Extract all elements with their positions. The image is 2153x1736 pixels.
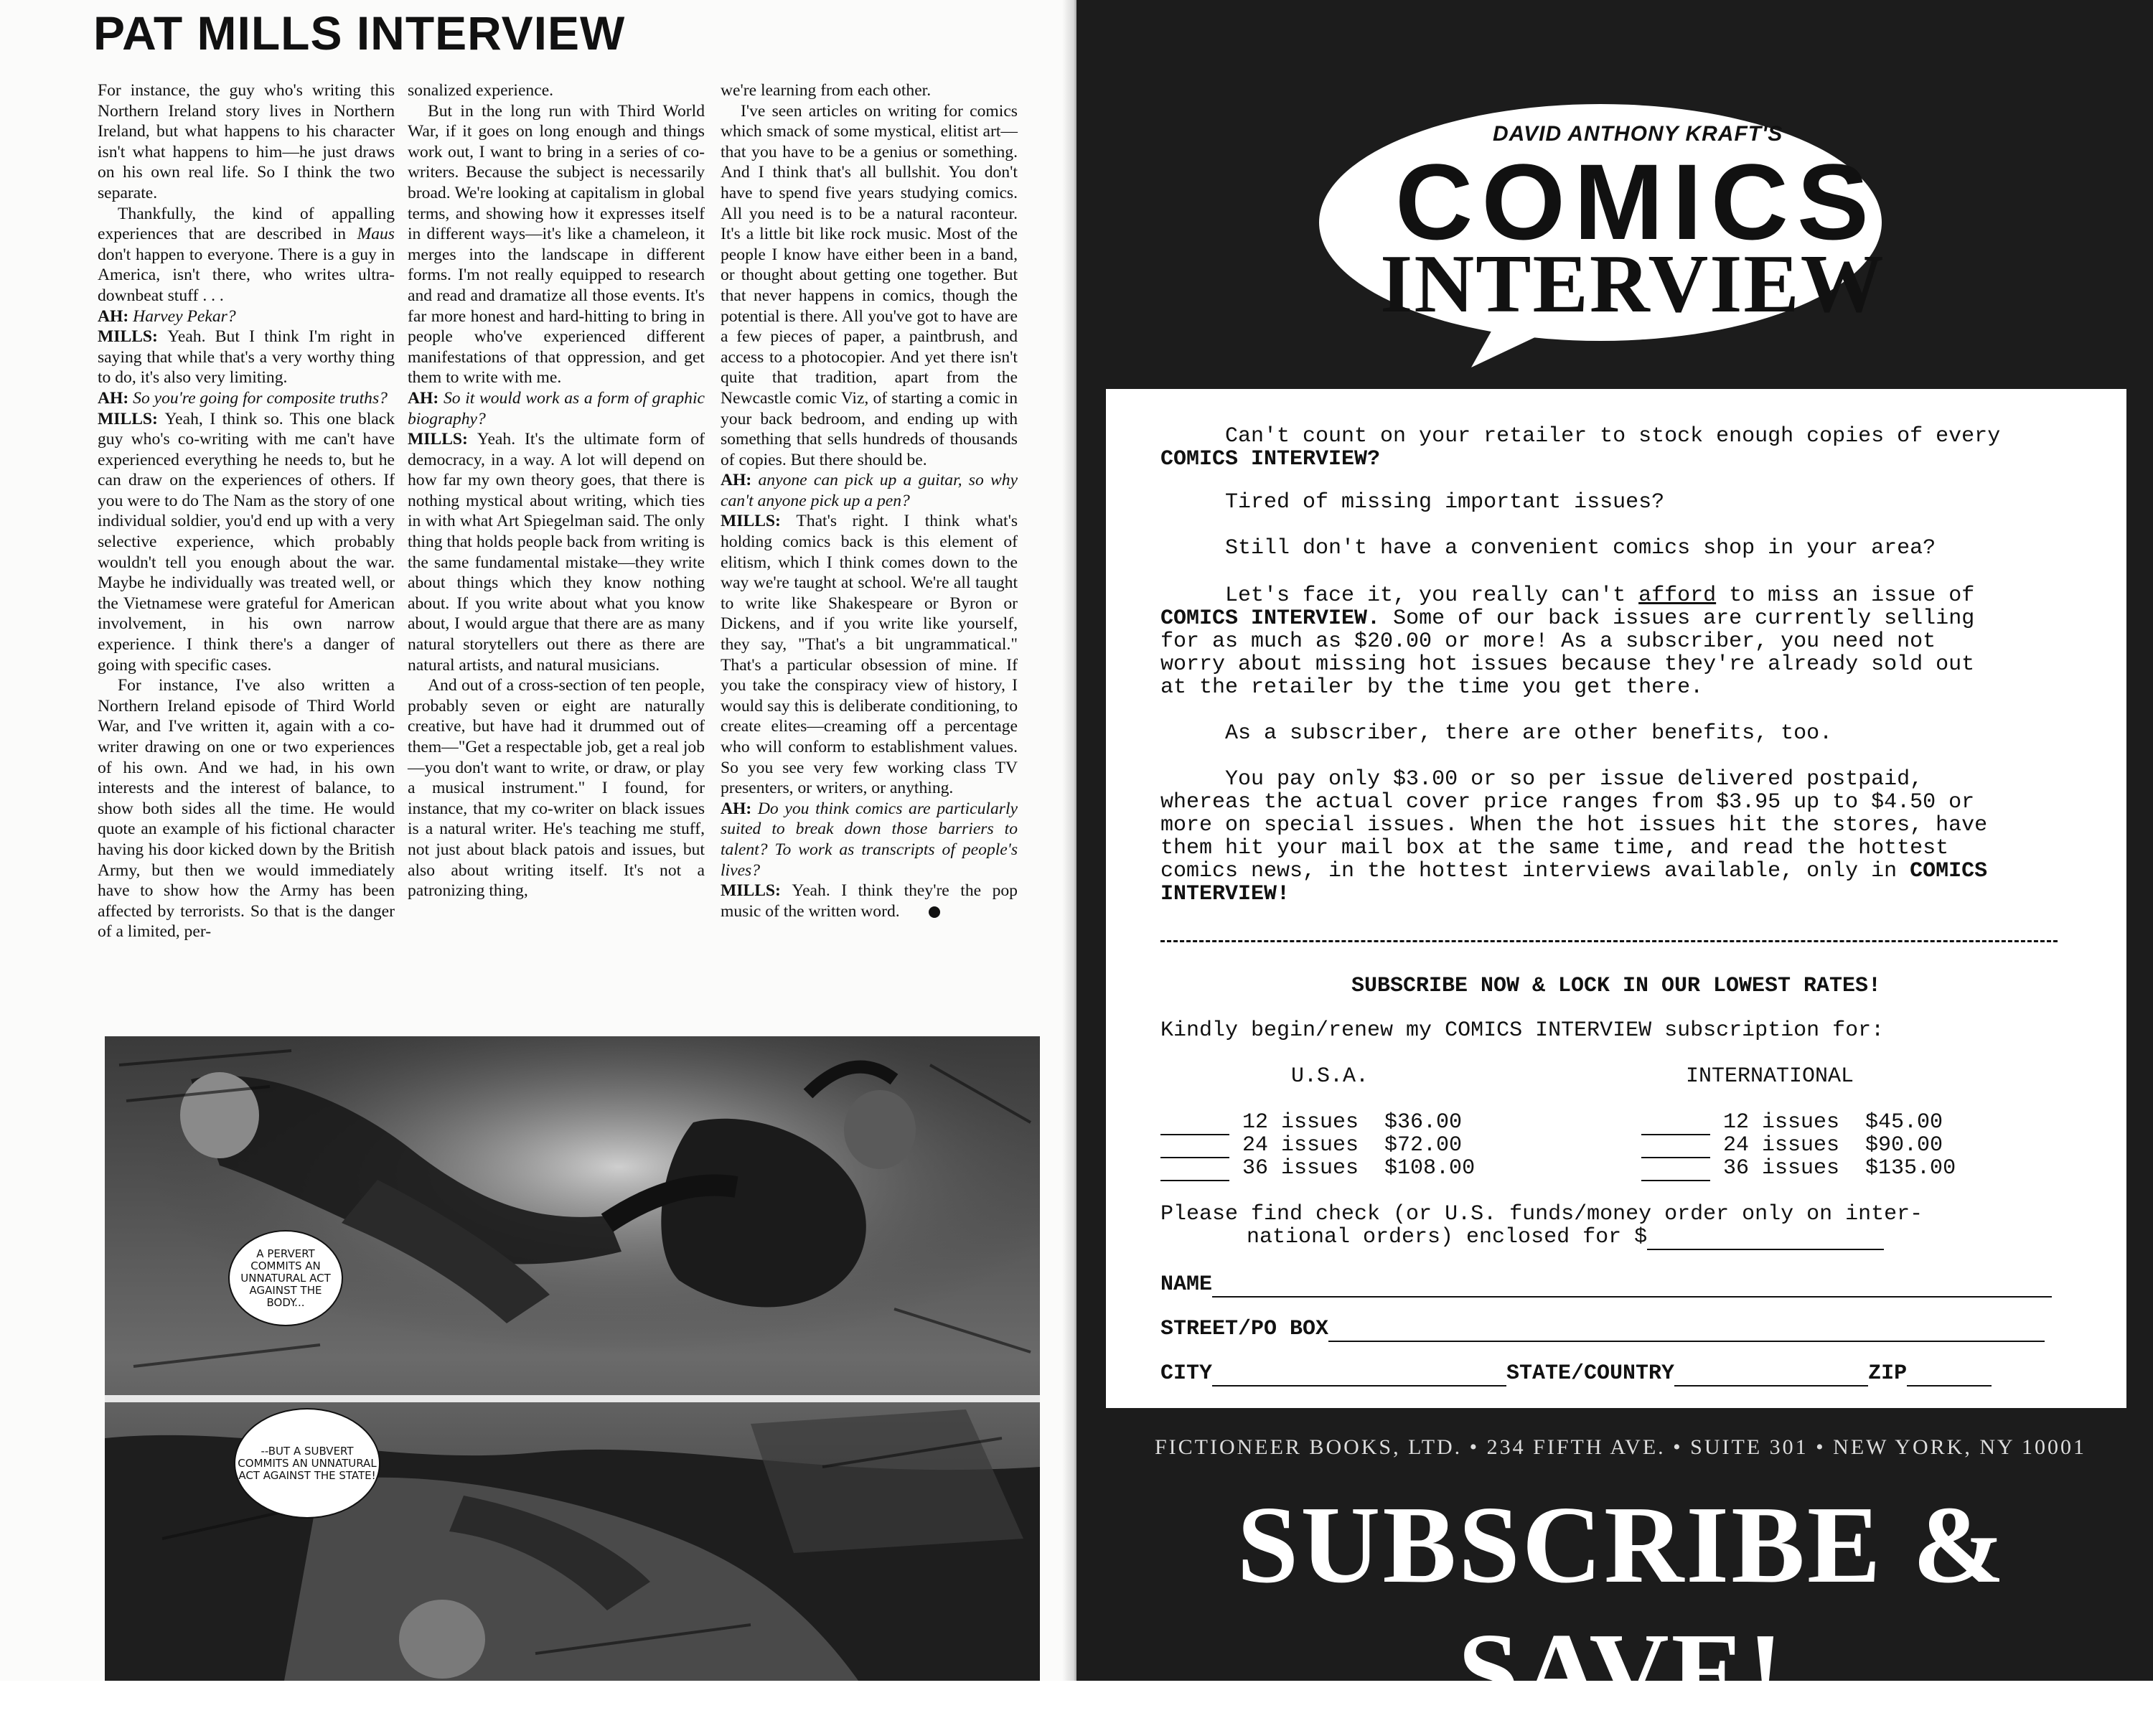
paragraph: I've seen articles on writing for comics which smack of some mystical, elitist art—that you have to be a genius or something. And I think that's all bullshit. You don't have to spend five years studying comics. All you need is to be a natural raconteur. It's a little bit like rock music. Most of the people I know have either been in a band, or thought about getting one together. But that never happens in comics, though the potential is there. All you've got to have are a few pieces of paper, a paintbrush, and access to a photocopier. And yet there isn't quite that tradition, apart from the Newcastle comic Viz, of starting a comic in your back bedroom, and ending up with something that sells hundreds of thousands of copies. But there should be. [721,101,1018,469]
subscription-form [1106,389,2126,1408]
pay-line-1: You pay only $3.00 or so per issue delivered postpaid, [1160,767,1923,792]
rate-checkbox-line[interactable] [1641,1157,1710,1181]
rate-option: 12 issues $36.00 [1160,1111,1462,1135]
speaker-label: AH: [98,388,133,408]
back-issues-line: COMICS INTERVIEW. Some of our back issues are currently selling [1160,606,1975,631]
afford-line: Let's face it, you really can't afford to miss an issue of [1160,583,1975,608]
interviewee-answer: MILLS: Yeah. But I think I'm right in saying that while that's a very worthy thing to do, it's also very limiting. [98,327,395,388]
rate-option: 24 issues $72.00 [1160,1134,1462,1158]
rate-checkbox-line[interactable] [1160,1157,1229,1181]
rate-checkbox-line[interactable] [1641,1134,1710,1158]
page-title: PAT MILLS INTERVIEW [93,6,626,60]
city-row: CITY STATE/COUNTRY ZIP [1160,1362,1992,1387]
shop-line: Still don't have a convenient comics shop in your area? [1160,536,1936,560]
speaker-label: AH: [721,471,759,490]
amount-field[interactable] [1647,1226,1884,1250]
speaker-label: AH: [98,306,133,326]
rate-option: 24 issues $90.00 [1641,1134,1943,1158]
interviewer-question: AH: So you're going for composite truths? [98,388,388,408]
logo-interview-wordmark: INTERVIEW [1380,238,1885,330]
subscribe-banner: SUBSCRIBE & SAVE! [1237,1484,2007,1733]
check-line-2: national orders) enclosed for $ [1247,1226,1884,1250]
speaker-label: AH: [721,799,758,818]
pay-line-5: comics news, in the hottest interviews available, only in COMICS [1160,859,1988,883]
cut-line [1160,940,2058,942]
paragraph: But in the long run with Third World War, if it goes on long enough and things work out, I want to bring in a series of co-writers. Because the subject is necessarily broad. We're looking at capitalism in global terms, and showing how it expresses itself in different ways—it's like a chameleon, it merges into the landscape in different forms. I'm not really equipped to research and read and dramatize all those events. It's far more honest and hard-hitting to bring in people who've experienced different manifestations of that oppression, and get them to write with me. [408,101,705,388]
logo-comics-wordmark: COMICS [1395,141,1877,262]
text-column-1 [98,80,395,942]
interviewer-question: AH: Harvey Pekar? [98,306,236,326]
price-line: for as much as $20.00 or more! As a subscriber, you need not [1160,629,1936,654]
check-line-1: Please find check (or U.S. funds/money order only on inter- [1160,1202,1923,1226]
speaker-label: MILLS: [721,881,792,901]
speech-balloon-2: --BUT A SUBVERT COMMITS AN UNNATURAL ACT AGAINST THE STATE! [234,1408,380,1519]
paragraph: we're learning from each other. [721,81,932,100]
pay-line-4: them hit your mail box at the same time, and read the hottest [1160,836,1949,860]
tired-line: Tired of missing important issues? [1160,490,1665,515]
logo-byline: DAVID ANTHONY KRAFT'S [1493,122,1783,146]
speaker-label: MILLS: [721,512,797,531]
street-row: STREET/PO BOX [1160,1318,2045,1342]
rate-checkbox-line[interactable] [1160,1111,1229,1135]
interviewer-question: AH: Do you think comics are particularly suited to break down those barriers to talent? To work as transcripts of people's lives? [721,799,1018,880]
name-field[interactable] [1212,1273,2052,1298]
paragraph: For instance, the guy who's writing this Northern Ireland story lives in Northern Ireland, but what happens to his character isn't what happens to him—he just draws on his own real life. So I think the two separate. [98,81,395,202]
name-row: NAME [1160,1273,2052,1298]
pay-line-6: INTERVIEW! [1160,882,1290,906]
rates-heading: SUBSCRIBE NOW & LOCK IN OUR LOWEST RATES! [1351,974,1882,998]
benefits-line: As a subscriber, there are other benefits, too. [1160,721,1833,746]
worry-line: worry about missing hot issues because they're already sold out [1160,652,1975,677]
international-label: INTERNATIONAL [1686,1064,1854,1089]
text-column-2 [408,80,705,901]
interviewer-question: AH: So it would work as a form of graphic biography? [408,388,705,428]
city-field[interactable] [1212,1362,1506,1387]
interviewee-answer: MILLS: Yeah, I think so. This one black guy who's co-writing with me can't have experienced everything he needs to, but he can draw on the experiences of others. If you were to do The Nam as the story of one individual soldier, you'd end up with a very selective experience, which probably wouldn't tell you enough about the war. Maybe he individually was treated well, or the Vietnamese were grateful for American involvement, in his own narrow experience. I think there's a danger of going with specific cases. [98,409,395,675]
intro-line-1: Can't count on your retailer to stock enough copies of every [1160,424,2001,449]
retailer-line: at the retailer by the time you get there. [1160,675,1704,700]
paragraph: Thankfully, the kind of appalling experiences that are described in Maus don't happen to everyone. There is a guy in America, isn't there, who writes ultra-downbeat stuff . . . [98,204,395,305]
comic-illustration [105,1036,1040,1681]
speaker-label: MILLS: [98,409,165,428]
paragraph: For instance, I've also written a Northern Ireland episode of Third World War, and I've written it, again with a co-writer drawing on one or two experiences of his own. And we had, in his own interests and the interest of balance, to show both sides all the time. He would quote an example of his fictional character having his door kicked down by the British Army, but then we would immediately have to show how the Army has been affected by terrorists. So that is the danger of a limited, per- [98,676,395,942]
interviewee-answer: MILLS: That's right. I think what's holding comics back is this element of elitism, which I think comes down to the way we're taught at school. We're all taught to write like Shakespeare or Byron or Dickens, and if you write like yourself, they say, "That's a bit ungrammatical." That's a particular obsession of mine. If you take the conspiracy view of history, I would say this is deliberate conditioning, to create elites—creaming off a percentage who will conform to establishment values. So you see very few working class TV presenters, or writers, or anything. [721,512,1018,798]
state-field[interactable] [1674,1362,1868,1387]
text-column-3 [721,80,1018,921]
rate-option: 36 issues $108.00 [1160,1157,1475,1181]
pay-line-3: more on special issues. When the hot issues hit the stores, have [1160,813,1988,837]
rate-checkbox-line[interactable] [1160,1134,1229,1158]
paragraph: And out of a cross-section of ten people, probably seven or eight are naturally creative, but have had it drummed out of them—"Get a respectable job, get a real job—you don't want to write, or draw, or play a musical instrument." I found, for instance, that my co-writer on black issues is a natural writer. He's teaching me stuff, not just about black patois and issues, but also about writing itself. It's not a patronizing thing, [408,676,705,901]
end-mark-icon [929,906,940,918]
speaker-label: MILLS: [408,430,477,449]
usa-label: U.S.A. [1291,1064,1369,1089]
speaker-label: AH: [408,388,444,408]
begin-line: Kindly begin/renew my COMICS INTERVIEW subscription for: [1160,1018,1885,1043]
zip-field[interactable] [1907,1362,1992,1387]
interviewer-question: AH: anyone can pick up a guitar, so why can't anyone pick up a pen? [721,471,1018,510]
rate-option: 12 issues $45.00 [1641,1111,1943,1135]
interviewee-answer: MILLS: Yeah. It's the ultimate form of democracy, in a way. A lot will depend on how far my own theory goes, that there is nothing mystical about writing, which ties in with what Art Spiegelman said. The only thing that holds people back from writing is the same fundamental mistake—they write about things which they know nothing about. If you write about what you know about, I would argue that there are as many natural storytellers out there as there are natural artists, and natural musicians. [408,430,705,675]
street-field[interactable] [1328,1318,2045,1342]
intro-line-2: COMICS INTERVIEW? [1160,447,1381,471]
paragraph: sonalized experience. [408,81,554,100]
speaker-label: MILLS: [98,327,168,347]
comic-artwork-drawing [105,1036,1040,1681]
pay-line-2: whereas the actual cover price ranges from $3.95 up to $4.50 or [1160,790,1975,815]
rate-option: 36 issues $135.00 [1641,1157,1956,1181]
left-page [0,0,1076,1681]
interviewee-answer: MILLS: Yeah. I think they're the pop music of the written word. [721,881,1018,921]
speech-balloon-1: A PERVERT COMMITS AN UNNATURAL ACT AGAINST THE BODY... [228,1230,343,1326]
publisher-address: FICTIONEER BOOKS, LTD. • 234 FIFTH AVE. • SUITE 301 • NEW YORK, NY 10001 [1154,1435,2087,1459]
rate-checkbox-line[interactable] [1641,1111,1710,1135]
